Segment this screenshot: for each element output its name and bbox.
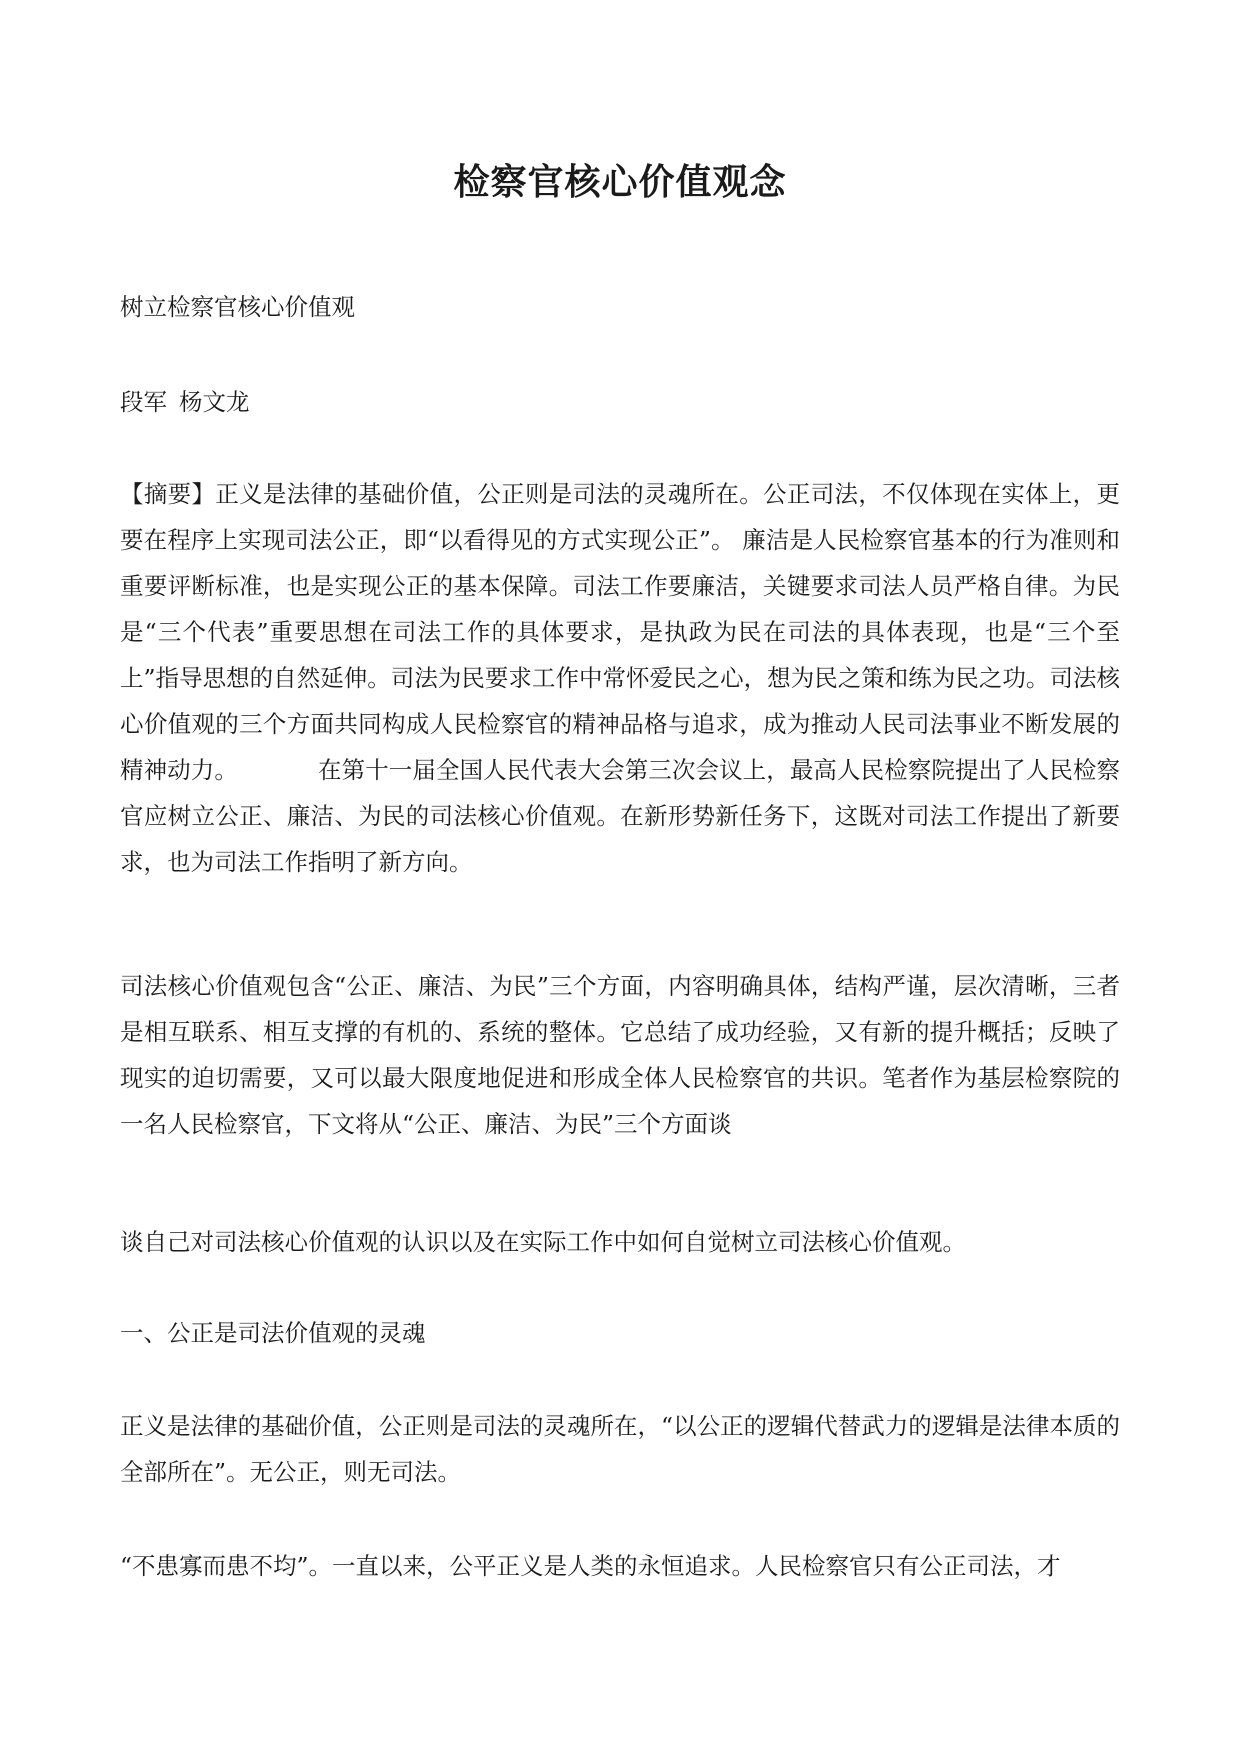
justice-paragraph: 正义是法律的基础价值，公正则是司法的灵魂所在，“以公正的逻辑代替武力的逻辑是法律本质的全部所在”。无公正，则无司法。 (120, 1412, 1120, 1486)
abstract-text-continued: 在第十一届全国人民代表大会第三次会议上，最高人民检察院提出了人民检察官应树立公正、廉洁、为民的司法核心价值观。在新形势新任务下，这既对司法工作提出了新要求，也为司法工作指明了新方向。 (120, 756, 1121, 876)
abstract-paragraph (120, 471, 1120, 885)
core-values-paragraph: 司法核心价值观包含“公正、廉洁、为民”三个方面，内容明确具体，结构严谨，层次清晰，三者是相互联系、相互支撑的有机的、系统的整体。它总结了成功经验，又有新的提升概括；反映了现实的迫切需要，又可以最大限度地促进和形成全体人民检察官的共识。笔者作为基层检察院的一名人民检察官，下文将从“公正、廉洁、为民”三个方面谈 (120, 972, 1120, 1138)
document-title: 检察官核心价值观念 (453, 161, 787, 203)
abstract-text: 【摘要】正义是法律的基础价值，公正则是司法的灵魂所在。公正司法，不仅体现在实体上，更要在程序上实现司法公正，即“以看得见的方式实现公正”。 廉洁是人民检察官基本的行为准则和重要评断标准，也是实现公正的基本保障。司法工作要廉洁，关键要求司法人员严格自律。为民是“三个代表”重要思想在司法工作的具体要求，是执政为民在司法的具体表现，也是“三个至上”指导思想的自然延伸。司法为民要求工作中常怀爱民之心，想为民之策和练为民之功。司法核心价值观的三个方面共同构成人民检察官的精神品格与追求，成为推动人民司法事业不断发展的精神动力。 (120, 480, 1120, 784)
talk-paragraph: 谈自己对司法核心价值观的认识以及在实际工作中如何自觉树立司法核心价值观。 (120, 1228, 966, 1256)
quote-paragraph: “不患寡而患不均”。一直以来，公平正义是人类的永恒追求。人民检察官只有公正司法，才 (120, 1552, 1061, 1580)
author-name: 段军 (120, 388, 167, 416)
author-name: 杨文龙 (179, 388, 250, 416)
section-heading-justice: 一、公正是司法价值观的灵魂 (120, 1319, 426, 1347)
article-subtitle: 树立检察官核心价值观 (120, 293, 355, 321)
article-authors (120, 379, 1120, 425)
